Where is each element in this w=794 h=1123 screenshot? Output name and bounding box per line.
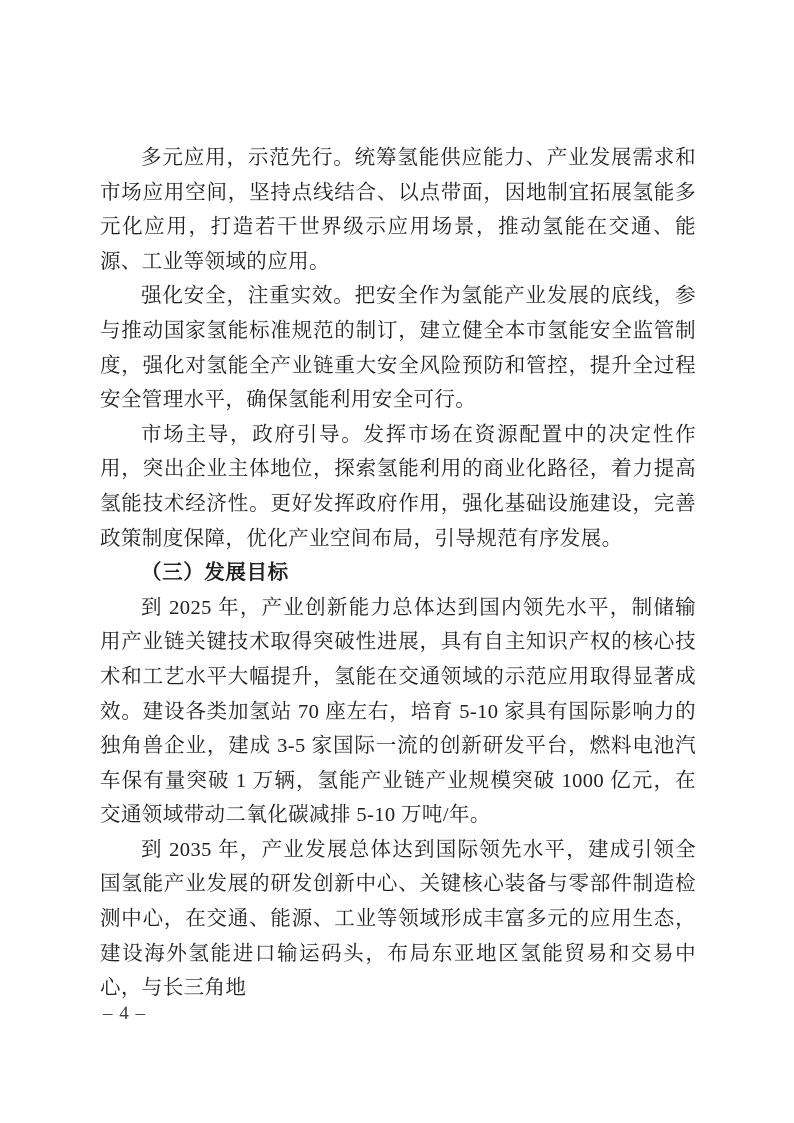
page-number: – 4 –	[103, 1003, 146, 1024]
document-body	[100, 141, 696, 1006]
paragraph-2025-goals: 到 2025 年，产业创新能力总体达到国内领先水平，制储输用产业链关键技术取得突破性进展，具有自主知识产权的核心技术和工艺水平大幅提升，氢能在交通领域的示范应用取得显著成效。建设各类加氢站 70 座左右，培育 5-10 家具有国际影响力的独角兽企业，建成 3-5 家国际一流的创新研发平台，燃料电池汽车保有量突破 1 万辆，氢能产业链产业规模突破 1000 亿元，在交通领域带动二氧化碳减排 5-10 万吨/年。	[100, 596, 696, 827]
section-heading-development-goals: （三）发展目标	[141, 562, 289, 585]
paragraph-safety-principle: 强化安全，注重实效。把安全作为氢能产业发展的底线，参与推动国家氢能标准规范的制订，建立健全本市氢能安全监管制度，强化对氢能全产业链重大安全风险预防和管控，提升全过程安全管理水平，确保氢能利用安全可行。	[100, 285, 696, 412]
paragraph-multi-application-principle: 多元应用，示范先行。统筹氢能供应能力、产业发展需求和市场应用空间，坚持点线结合、以点带面，因地制宜拓展氢能多元化应用，打造若干世界级示应用场景，推动氢能在交通、能源、工业等领域的应用。	[100, 147, 696, 273]
paragraph-market-led-principle: 市场主导，政府引导。发挥市场在资源配置中的决定性作用，突出企业主体地位，探索氢能利用的商业化路径，着力提高氢能技术经济性。更好发挥政府作用，强化基础设施建设，完善政策制度保障，优化产业空间布局，引导规范有序发展。	[100, 423, 696, 550]
paragraph-2035-goals: 到 2035 年，产业发展总体达到国际领先水平，建成引领全国氢能产业发展的研发创新中心、关键核心装备与零部件制造检测中心，在交通、能源、工业等领域形成丰富多元的应用生态，建设海外氢能进口输运码头，布局东亚地区氢能贸易和交易中心，与长三角地	[100, 838, 696, 1000]
